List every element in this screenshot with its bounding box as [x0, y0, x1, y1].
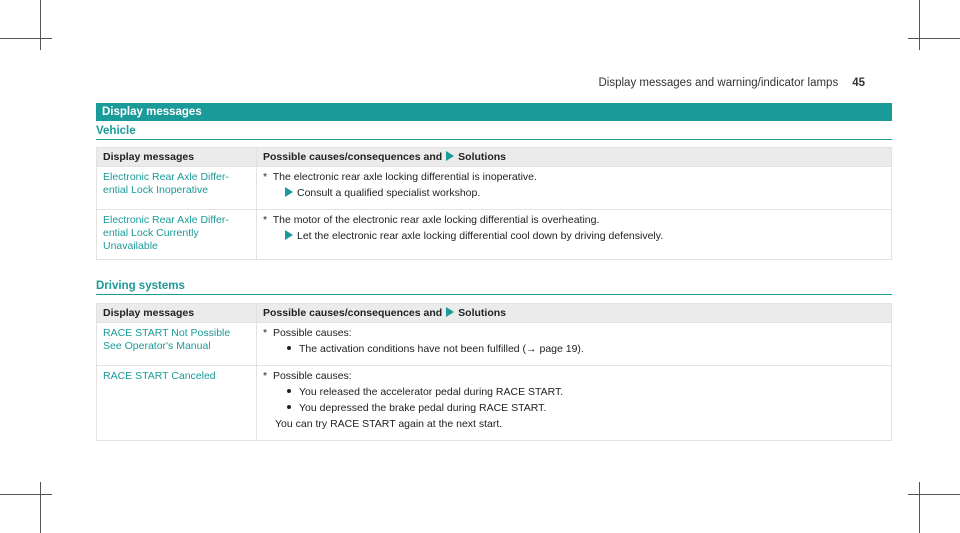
crop-mark	[40, 482, 41, 533]
section-rule	[96, 294, 892, 295]
bullet-line	[263, 402, 885, 415]
col-header-causes	[257, 304, 892, 323]
col-header-causes	[257, 148, 892, 167]
message-cell: Electronic Rear Axle Differ-ential Lock Currently Unavailable	[97, 210, 257, 260]
bullet-text: You released the accelerator pedal during RACE START.	[299, 386, 564, 398]
bullet-text: You depressed the brake pedal during RACE START.	[299, 402, 547, 414]
col-header-causes-text: Possible causes/consequences and	[263, 151, 443, 163]
cause-text: The electronic rear axle locking differential is inoperative.	[272, 171, 537, 183]
table-header-row	[97, 148, 892, 167]
cause-cell	[257, 366, 892, 441]
arrow-icon	[285, 187, 293, 197]
running-header	[599, 77, 866, 89]
star-marker: *	[263, 327, 268, 339]
message-cell: Electronic Rear Axle Differ-ential Lock Inoperative	[97, 167, 257, 210]
solution-text: Let the electronic rear axle locking differential cool down by driving defensively.	[297, 230, 664, 242]
solution-line	[263, 230, 885, 243]
cause-cell	[257, 210, 892, 260]
arrow-icon	[446, 307, 454, 317]
cause-text: The motor of the electronic rear axle locking differential is overheating.	[272, 214, 600, 226]
cause-line	[263, 327, 885, 340]
driving-systems-table	[96, 303, 892, 441]
col-header-causes-text: Possible causes/consequences and	[263, 307, 443, 319]
crop-mark	[919, 482, 920, 533]
bullet-line	[263, 343, 885, 356]
col-header-solutions-text: Solutions	[458, 307, 507, 319]
solution-line	[263, 187, 885, 200]
section-banner: Display messages	[96, 103, 892, 121]
solution-text: Consult a qualified specialist workshop.	[297, 187, 481, 199]
arrow-icon	[285, 230, 293, 240]
bullet-line	[263, 386, 885, 399]
cause-cell	[257, 323, 892, 366]
col-header-messages: Display messages	[97, 304, 257, 323]
cause-line	[263, 214, 885, 227]
table-row	[97, 323, 892, 366]
cause-text: Possible causes:	[272, 327, 352, 339]
section-heading-driving-systems: Driving systems	[96, 280, 185, 292]
bullet-icon	[287, 346, 291, 350]
crop-mark	[908, 494, 960, 495]
cause-text: Possible causes:	[272, 370, 352, 382]
section-rule	[96, 139, 892, 140]
section-heading-vehicle: Vehicle	[96, 125, 136, 137]
page-number: 45	[852, 77, 865, 89]
table-row	[97, 210, 892, 260]
star-marker: *	[263, 370, 268, 382]
arrow-icon	[446, 151, 454, 161]
running-header-title: Display messages and warning/indicator lamps	[598, 77, 839, 89]
bullet-icon	[287, 389, 291, 393]
bullet-icon	[287, 405, 291, 409]
col-header-solutions-text: Solutions	[458, 151, 507, 163]
col-header-messages: Display messages	[97, 148, 257, 167]
cause-line	[263, 370, 885, 383]
message-cell: RACE START Canceled	[97, 366, 257, 441]
star-marker: *	[263, 171, 268, 183]
star-marker: *	[263, 214, 268, 226]
crop-mark	[0, 494, 52, 495]
crop-mark	[919, 0, 920, 50]
crop-mark	[908, 38, 960, 39]
table-row	[97, 167, 892, 210]
table-row	[97, 366, 892, 441]
crop-mark	[40, 0, 41, 50]
message-cell: RACE START Not Possible See Operator's Manual	[97, 323, 257, 366]
cause-cell	[257, 167, 892, 210]
note-line: You can try RACE START again at the next start.	[275, 418, 503, 430]
crop-mark	[0, 38, 52, 39]
vehicle-table	[96, 147, 892, 260]
table-header-row	[97, 304, 892, 323]
bullet-text: The activation conditions have not been fulfilled (→ page 19).	[299, 343, 584, 355]
cause-line	[263, 171, 885, 184]
